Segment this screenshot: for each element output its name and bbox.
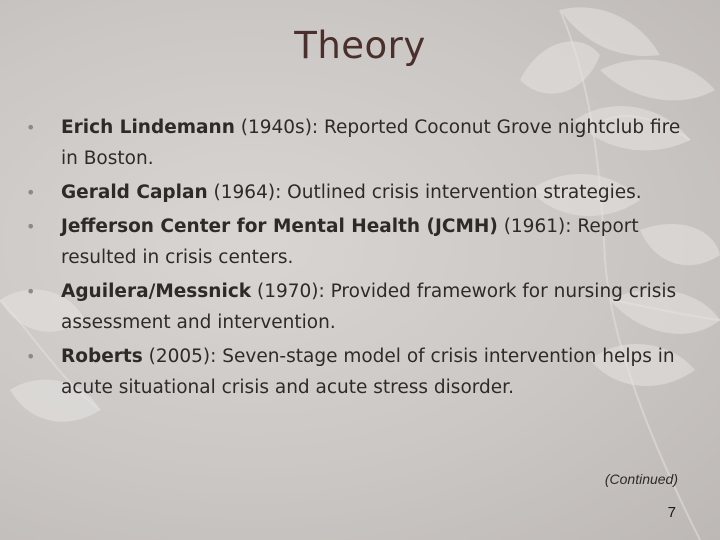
bullet-name: Roberts — [61, 346, 143, 367]
bullet-icon: • — [26, 183, 36, 202]
bullet-text: (1964): Outlined crisis intervention strategies. — [207, 182, 642, 203]
bullet-name: Aguilera/Messnick — [61, 281, 252, 302]
bullet-list — [26, 112, 696, 406]
bullet-text: (1940s): Reported Coconut Grove nightclub fire in Boston. — [61, 117, 681, 169]
bullet-name: Erich Lindemann — [61, 117, 235, 138]
bullet-item — [26, 276, 696, 338]
bullet-name: Gerald Caplan — [61, 182, 208, 203]
bullet-text: (1970): Provided framework for nursing crisis assessment and intervention. — [61, 281, 677, 333]
bullet-icon: • — [26, 118, 36, 137]
bullet-icon: • — [26, 217, 36, 236]
bullet-item — [26, 177, 696, 208]
slide-title: Theory — [294, 24, 426, 67]
page-number: 7 — [667, 504, 676, 521]
bullet-item — [26, 112, 696, 174]
bullet-text: (2005): Seven-stage model of crisis intervention helps in acute situational crisis and acute stress disorder. — [61, 346, 675, 398]
continued-note: (Continued) — [604, 471, 678, 487]
bullet-text: (1961): Report resulted in crisis centers. — [61, 216, 639, 268]
bullet-name: Jefferson Center for Mental Health (JCMH) — [61, 216, 498, 237]
bullet-item — [26, 341, 696, 403]
bullet-icon: • — [26, 282, 36, 301]
bullet-item — [26, 211, 696, 273]
bullet-icon: • — [26, 347, 36, 366]
